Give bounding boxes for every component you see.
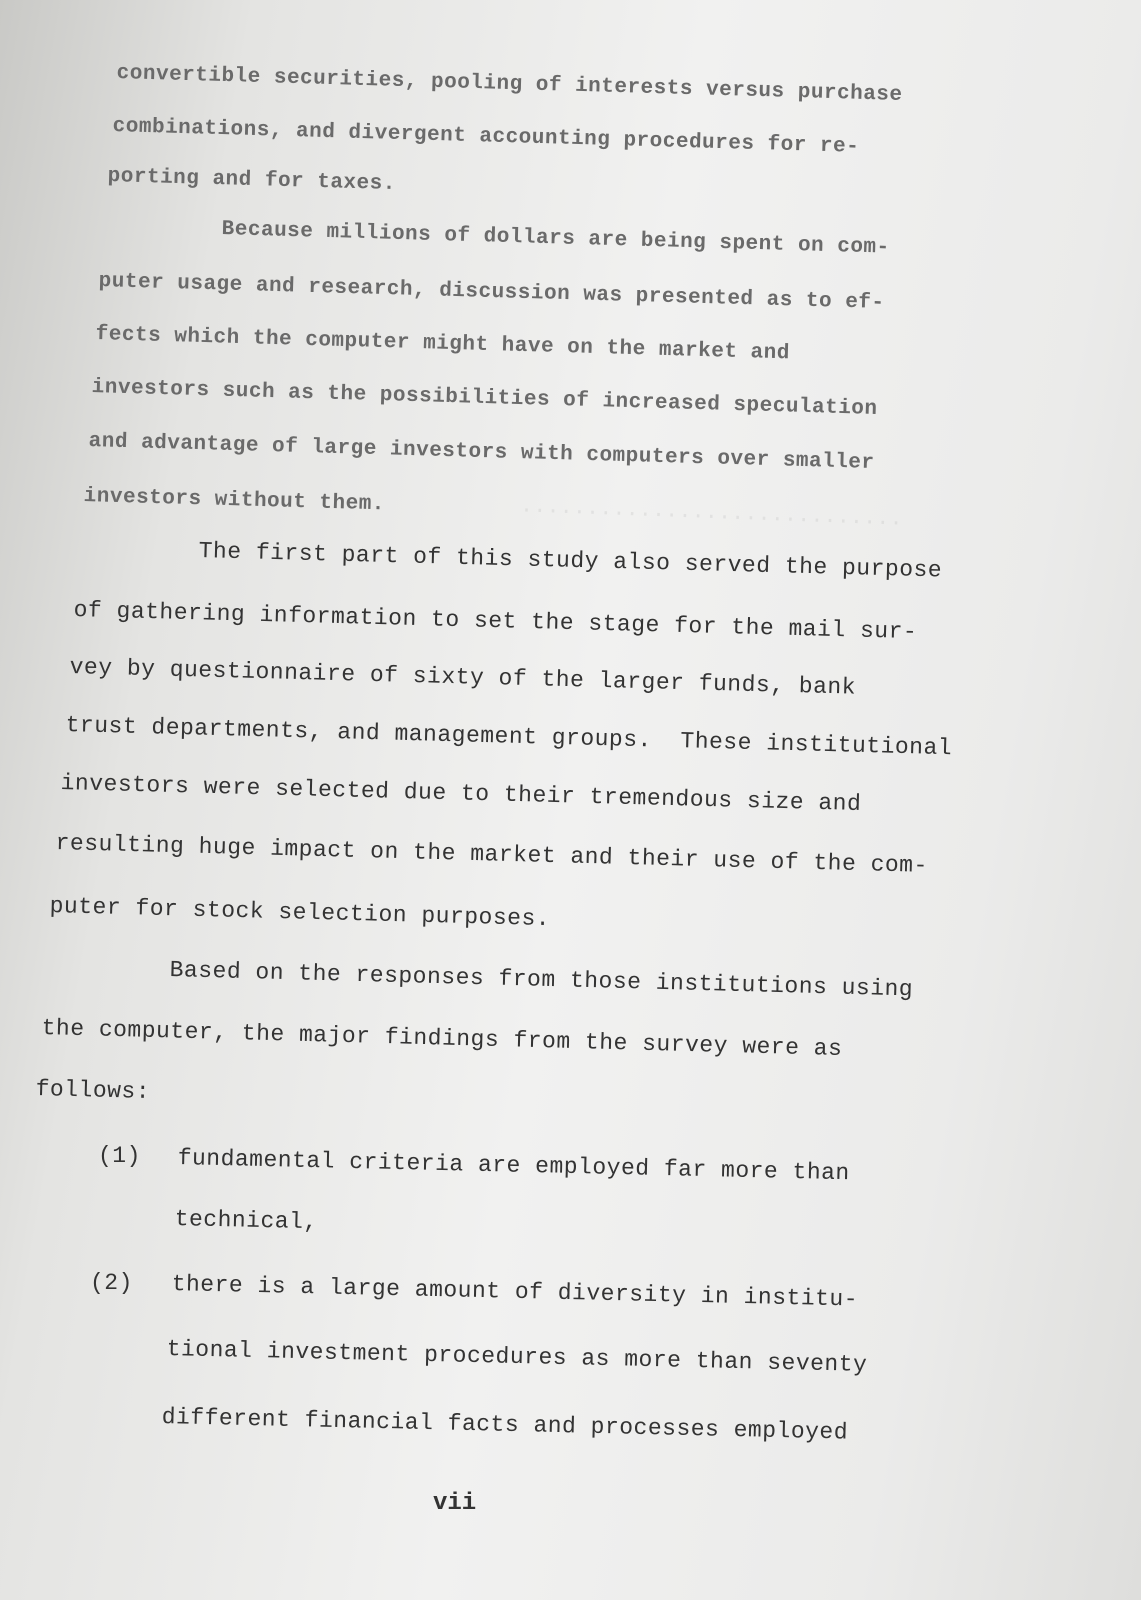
list-item-2-line-3: different financial facts and processes employed [161, 1404, 849, 1446]
text-line-4: Because millions of dollars are being spent on com- [221, 218, 890, 260]
text-line-9: investors without them. [83, 485, 386, 517]
text-line-14: investors were selected due to their tremendous size and [60, 770, 862, 817]
text-line-17: Based on the responses from those institutions using [169, 957, 914, 1003]
text-line-5: puter usage and research, discussion was presented as to ef- [98, 270, 885, 315]
text-line-15: resulting huge impact on the market and their use of the com- [55, 830, 929, 879]
page-number: vii [433, 1490, 477, 1517]
text-line-3: porting and for taxes. [107, 165, 397, 197]
list-item-2-line-1: there is a large amount of diversity in institu- [171, 1271, 859, 1313]
list-item-1-line-2: technical, [174, 1206, 318, 1236]
text-line-8: and advantage of large investors with computers over smaller [88, 430, 875, 475]
text-line-2: combinations, and divergent accounting procedures for re- [112, 115, 860, 159]
text-line-10: The first part of this study also served the purpose [198, 538, 943, 584]
bleed-through-texture: ............................. [519, 493, 904, 532]
text-line-11: of gathering information to set the stage for the mail sur- [73, 597, 918, 646]
text-line-16: puter for stock selection purposes. [49, 893, 551, 933]
list-marker-2: (2) [90, 1270, 133, 1296]
text-line-7: investors such as the possibilities of increased speculation [91, 376, 878, 421]
list-marker-1: (1) [98, 1143, 141, 1169]
text-line-18: the computer, the major findings from the survey were as [41, 1015, 843, 1062]
text-line-1: convertible securities, pooling of interests versus purchase [116, 62, 903, 107]
list-item-1-line-1: fundamental criteria are employed far more than [177, 1145, 851, 1187]
text-line-13: trust departments, and management groups. These institutional [65, 712, 953, 762]
text-line-12: vey by questionnaire of sixty of the larger funds, bank [69, 654, 857, 701]
list-item-2-line-2: tional investment procedures as more than seventy [166, 1336, 868, 1378]
text-line-6: fects which the computer might have on the market and [95, 323, 791, 366]
text-line-19: follows: [35, 1076, 151, 1105]
